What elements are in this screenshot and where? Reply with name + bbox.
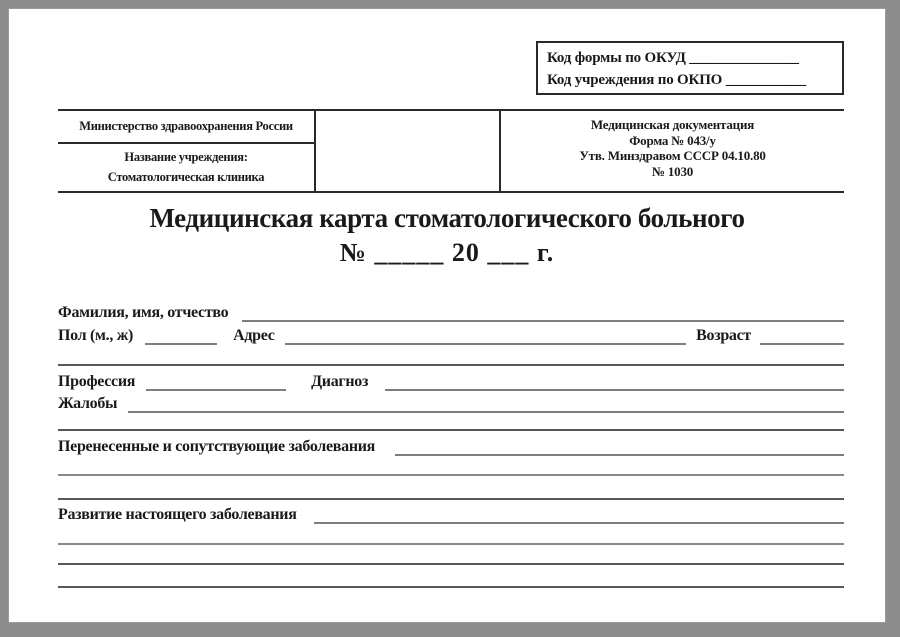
professiya-label: Профессия [58, 373, 136, 390]
form-number-blank: № _____ 20 ___ г. [339, 238, 555, 267]
header-right-cell [501, 111, 844, 191]
perenesennye-label: Перенесенные и сопутствующие заболевания [58, 438, 376, 455]
row-professiya-diagnoz [58, 373, 844, 391]
razvitie-blank-line [314, 506, 844, 524]
divider-line [58, 498, 844, 500]
ministry-name: Министерство здравоохранения России [58, 111, 314, 144]
divider-line [58, 429, 844, 431]
divider-line [58, 364, 844, 366]
divider-line [58, 586, 844, 588]
row-perenesennye [58, 438, 844, 456]
adres-label: Адрес [233, 327, 275, 344]
fio-label: Фамилия, имя, отчество [58, 304, 229, 321]
paper-sheet [8, 8, 886, 623]
vozrast-label: Возраст [696, 327, 751, 344]
fio-blank-line [242, 304, 844, 322]
row-razvitie [58, 506, 844, 524]
pol-blank-line [145, 327, 217, 345]
doc-type-line: Медицинская документация [590, 117, 755, 132]
divider-line [58, 563, 844, 565]
institution-label: Название учреждения: [124, 149, 248, 164]
header-empty-cell [316, 111, 501, 191]
header-table [58, 109, 844, 193]
professiya-blank-line [146, 373, 286, 391]
okpo-code-line: Код учреждения по ОКПО ___________ [547, 72, 806, 88]
institution-name: Стоматологическая клиника [107, 170, 265, 185]
adres-blank-line [285, 327, 687, 345]
divider-line [58, 474, 844, 476]
header-left-cell [58, 111, 316, 191]
diagnoz-blank-line [385, 373, 844, 391]
perenesennye-blank-line [395, 438, 844, 456]
row-zhaloby [58, 395, 844, 413]
vozrast-blank-line [760, 327, 844, 345]
divider-line [58, 543, 844, 545]
row-pol-adres-vozrast [58, 327, 844, 345]
zhaloby-blank-line [128, 395, 844, 413]
order-number-line: № 1030 [651, 163, 694, 179]
zhaloby-label: Жалобы [58, 395, 118, 412]
pol-label: Пол (м., ж) [58, 327, 134, 344]
form-number-line: Форма № 043/у [629, 132, 716, 148]
code-box [536, 41, 844, 95]
diagnoz-label: Диагноз [311, 373, 369, 390]
form-title: Медицинская карта стоматологического больного [149, 203, 745, 233]
approval-line: Утв. Минздравом СССР 04.10.80 [579, 148, 766, 163]
razvitie-label: Развитие настоящего заболевания [58, 506, 297, 523]
row-fio [58, 304, 844, 322]
okud-code-line: Код формы по ОКУД _______________ [547, 50, 799, 66]
institution-block [58, 144, 314, 191]
